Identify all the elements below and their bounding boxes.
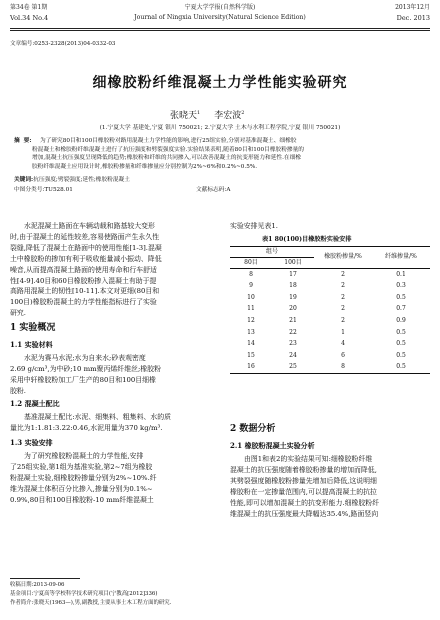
table-cell: 0.5 xyxy=(396,363,406,371)
subsection-1-1-heading: 1.1 实验材料 xyxy=(10,340,53,349)
table-row xyxy=(230,350,430,362)
table-cell: 0.5 xyxy=(396,340,406,348)
table-header xyxy=(230,247,430,268)
table-cell: 2 xyxy=(341,270,345,278)
table-cell: 0.5 xyxy=(396,351,406,359)
author-first: 张晓天 xyxy=(170,111,198,121)
analysis-paragraph xyxy=(230,454,433,519)
intro-line: 土中橡胶粉的掺加有利于吸收能量减小振动、降低 xyxy=(10,254,162,263)
abstract-label: 摘 要: xyxy=(14,138,32,144)
table-row xyxy=(230,292,430,304)
table-cell: 11 xyxy=(247,305,255,313)
table-cell: 0.7 xyxy=(396,305,406,313)
affiliation: (1.宁夏大学 基建处,宁夏 银川 750021; 2.宁夏大学 土木与水利工程学院,宁夏 银川 750021) xyxy=(99,125,341,131)
header-journal-en: Journal of Ningxia University(Natural Science Edition) xyxy=(134,14,306,21)
abstract-line-2: 粉混凝土和橡胶粉纤维混凝土进行了抗压强度和劈裂强度实验.实验结果表明,随着80目和100目橡胶粉掺量的 xyxy=(32,146,304,153)
header-rule xyxy=(10,28,430,29)
table-cell: 13 xyxy=(247,328,255,336)
analysis-line: 维混凝土的抗压强度最大降幅达35.4%,路面竖向 xyxy=(230,509,379,518)
header-volume: 第34卷 第1期 xyxy=(10,4,48,11)
table-cell: 6 xyxy=(341,351,345,359)
table-cell: 23 xyxy=(289,340,297,348)
subsection-2-1-heading: 2.1 橡胶粉混凝土实验分析 xyxy=(230,441,315,450)
table-cell: 8 xyxy=(341,363,345,371)
abstract-line-1: 为了研究80目和100目橡胶粉对路用混凝土力学性能的影响,进行25组实验,分别对基准混凝土、细橡胶 xyxy=(40,138,297,144)
table-cell: 25 xyxy=(289,363,297,371)
plan-line: 粉混凝土实验,细橡胶粉掺量分别为2%~10%.纤 xyxy=(10,473,157,482)
keywords-text: 抗压强度;劈裂强度;延性;橡胶粉混凝土 xyxy=(33,177,130,183)
table-caption: 表1 80(100)目橡胶粉实验安排 xyxy=(262,236,352,243)
header-date: 2013年12月 xyxy=(395,4,430,11)
analysis-line: 其劈裂强度随橡胶粉掺量先增加后降低,这说明细 xyxy=(230,476,377,485)
mix-line: 基准混凝土配比:水泥、细集料、粗集料、水的质 xyxy=(24,413,172,421)
intro-line: 100目)橡胶粉混凝土的力学性能指标进行了实验 xyxy=(10,298,157,307)
intro-line: 水泥混凝土路面在车辆动载和路基较大变形 xyxy=(24,222,155,230)
header-volume-en: Vol.34 No.4 xyxy=(10,14,49,22)
table-1 xyxy=(230,246,430,374)
footnote-funding: 基金项目:宁夏高等学校科学技术研究项目(宁教高[2012]336) xyxy=(10,591,158,597)
table-row xyxy=(230,303,430,315)
intro-line: 研究. xyxy=(10,309,26,318)
footnote-author: 作者简介:张晓天(1963—),男,副教授,主要从事土木工程方面的研究. xyxy=(10,600,172,606)
plan-paragraph xyxy=(10,451,213,506)
col-80-header: 80目 xyxy=(244,258,258,266)
table-cell: 8 xyxy=(249,270,253,278)
analysis-line: 由图1和表2的实验结果可知:细橡胶粉纤维 xyxy=(244,455,373,463)
section-1-heading: 1 实验概况 xyxy=(10,323,56,333)
table-cell: 15 xyxy=(247,351,255,359)
table-cell: 0.9 xyxy=(396,316,406,324)
mix-paragraph xyxy=(10,412,213,434)
intro-line: 高路用混凝土的韧性[10-11].本文对更细(80目和 xyxy=(10,287,160,296)
table-row xyxy=(230,338,430,350)
table-lead: 实验安排见表1. xyxy=(230,222,278,230)
table-cell: 0.1 xyxy=(396,270,406,278)
table-cell: 24 xyxy=(289,351,297,359)
intro-line: 裂缝,降低了混凝土在路面中的使用性能[1-3].混凝 xyxy=(10,243,162,252)
table-cell: 0.5 xyxy=(396,293,406,301)
abstract-line-3: 增加,混凝土抗压强度呈现降低的趋势;橡胶粉和纤维的共同掺入,可以改善混凝土的抗变形能力和延性.在细橡 xyxy=(32,155,301,162)
analysis-line: 橡胶粉在一定掺量范围内,可以提高混凝土的抗拉 xyxy=(230,487,377,496)
keywords xyxy=(14,176,130,185)
col-100-header: 100目 xyxy=(284,258,302,266)
col-fiber-header: 纤维掺量/% xyxy=(385,253,417,261)
footnote-rule xyxy=(10,578,80,579)
analysis-line: 混凝土的抗压强度随着橡胶粉掺量的增加而降低, xyxy=(230,465,377,474)
page-title: 细橡胶粉纤维混凝土力学性能实验研究 xyxy=(92,75,348,91)
intro-line: 性[4-9].40目和60目橡胶粉掺入混凝土有助于提 xyxy=(10,276,157,285)
table-cell: 19 xyxy=(289,293,297,301)
clc-number: 中图分类号:TU528.01 xyxy=(14,187,73,193)
materials-line: 2.69 g/cm³,为中砂;10 mm聚丙烯纤维丝;橡胶粉 xyxy=(10,364,161,373)
authors xyxy=(170,107,244,122)
table-cell: 2 xyxy=(341,316,345,324)
header-date-en: Dec. 2013 xyxy=(396,14,430,22)
materials-line: 胶粉. xyxy=(10,386,26,395)
table-row xyxy=(230,269,430,281)
table-row xyxy=(230,361,430,373)
intro-line: 时,由于混凝土的延性较差,容易使路面产生永久性 xyxy=(10,232,160,241)
mix-line: 量比为1:1.81:3.22:0.46,水泥用量为370 kg/m³. xyxy=(10,423,163,432)
table-cell: 2 xyxy=(341,305,345,313)
table-cell: 12 xyxy=(247,316,255,324)
abstract-line-4: 胶粉纤维混凝土应用设计时,橡胶粉掺量和纤维掺量应分别控制为2%~6%和0.2%~0.5%. xyxy=(32,163,258,170)
section-2-heading: 2 数据分析 xyxy=(230,424,276,434)
col-rubber-header: 橡胶粉掺量/% xyxy=(324,253,362,261)
table-cell: 16 xyxy=(247,363,255,371)
table-row xyxy=(230,327,430,339)
header-journal: 宁夏大学学报(自然科学版) xyxy=(184,4,256,11)
table-cell: 2 xyxy=(341,293,345,301)
plan-line: 为了研究橡胶粉混凝土的力学性能,安排 xyxy=(24,452,144,460)
materials-paragraph xyxy=(10,353,213,397)
table-row xyxy=(230,280,430,292)
table-cell: 0.5 xyxy=(396,328,406,336)
table-cell: 9 xyxy=(249,282,253,290)
table-cell: 10 xyxy=(247,293,255,301)
table-cell: 17 xyxy=(289,270,297,278)
intro-paragraph xyxy=(10,221,213,319)
table-body xyxy=(230,269,430,373)
author-second: 李宏波 xyxy=(214,111,242,121)
intro-line: 噪音,从而提高混凝土路面的使用寿命和行车舒适 xyxy=(10,265,157,274)
materials-line: 采用中轩橡胶粉加工厂生产的80目和100目细橡 xyxy=(10,375,156,384)
plan-line: 了25组实验,第1组为基准实验,第2~7组为橡胶 xyxy=(10,462,153,471)
materials-line: 水泥为赛马水泥;水为自来水;砂表观密度 xyxy=(24,354,146,362)
table-cell: 21 xyxy=(289,316,297,324)
header-rule-thin xyxy=(10,30,430,31)
table-cell: 2 xyxy=(341,282,345,290)
table-cell: 14 xyxy=(247,340,255,348)
subsection-1-2-heading: 1.2 混凝土配比 xyxy=(10,399,60,408)
table-cell: 1 xyxy=(341,328,345,336)
table-cell: 0.3 xyxy=(396,282,406,290)
table-row xyxy=(230,315,430,327)
plan-line: 0.9%,80目和100目橡胶粉-10 mm纤维混凝土 xyxy=(10,495,154,504)
subsection-1-3-heading: 1.3 实验安排 xyxy=(10,438,53,447)
plan-line: 维为混凝土体积百分比掺入,掺量分别为0.1%~ xyxy=(10,484,153,493)
author-second-sup: 2 xyxy=(241,110,245,116)
table-cell: 20 xyxy=(289,305,297,313)
document-code: 文献标志码:A xyxy=(196,187,231,193)
table-cell: 22 xyxy=(289,328,297,336)
table-cell: 4 xyxy=(341,340,345,348)
table-cell: 18 xyxy=(289,282,297,290)
author-first-sup: 1 xyxy=(197,110,201,116)
footnote-received: 收稿日期:2013-09-06 xyxy=(10,582,65,588)
article-id: 文章编号:0253-2328(2013)04-0332-03 xyxy=(10,41,116,47)
keywords-label: 关键词: xyxy=(14,177,34,183)
col-group-header: 组号 xyxy=(230,247,314,257)
analysis-line: 性能,即可以增加混凝土的抗变形能力.细橡胶粉纤 xyxy=(230,498,380,507)
